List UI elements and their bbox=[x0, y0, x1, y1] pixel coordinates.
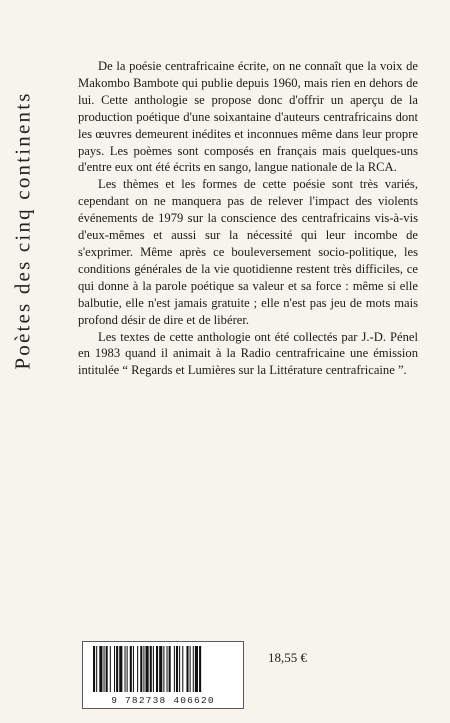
barcode-bar bbox=[174, 646, 175, 692]
barcode-bar bbox=[130, 646, 132, 692]
barcode-bar bbox=[190, 646, 191, 692]
paragraph-1: De la poésie centrafricaine écrite, on ne connaît que la voix de Makombo Bambote qui publie depuis 1960, mais rien en dehors de lui. Cette anthologie se propose donc d'offrir un aperçu de la production poétique d'une soixantaine d'auteurs centrafricains dont les œuvres demeurent inédites et inconnues même dans leur propre pays. Les poèmes sont composés en français mais quelques-uns d'entre eux ont été écrits en sango, langue nationale de la RCA. bbox=[78, 59, 418, 175]
barcode-bar bbox=[159, 646, 162, 692]
barcode-bar bbox=[140, 646, 142, 692]
barcode-bar bbox=[127, 646, 128, 692]
barcode-bar bbox=[99, 646, 102, 692]
barcode-bar bbox=[153, 646, 154, 692]
barcode-bar bbox=[156, 646, 158, 692]
barcode-bar bbox=[110, 646, 111, 692]
barcode-bar bbox=[133, 646, 134, 692]
isbn-number: 9 782738 406620 bbox=[111, 695, 215, 706]
barcode-bar bbox=[182, 646, 183, 692]
barcode-bar bbox=[146, 646, 149, 692]
barcode-bar bbox=[143, 646, 144, 692]
series-title: Poètes des cinq continents bbox=[10, 90, 35, 370]
barcode-bar bbox=[167, 646, 168, 692]
barcode-bar bbox=[195, 646, 198, 692]
barcode-bar bbox=[176, 646, 178, 692]
barcode-bar bbox=[150, 646, 152, 692]
barcode-bar bbox=[106, 646, 108, 692]
barcode-bar bbox=[104, 646, 105, 692]
barcode-bar bbox=[93, 646, 95, 692]
barcode-bar bbox=[116, 646, 118, 692]
barcode-bars bbox=[91, 646, 235, 692]
paragraph-2: Les thèmes et les formes de cette poésie sont très variés, cependant on ne manquera pas de relever l'impact des violents événements de 1979 sur la conscience des centrafricains vis-à-vis d'eux-mêmes et aussi sur la nécessité qui leur incombe de s'exprimer. Même après ce bouleversement socio-politique, les conditions générales de la vie quotidienne restent très difficiles, ce qui donne à la parole poétique sa valeur et sa force : même si elle balbutie, elle n'est jamais gratuite ; elle n'est pas jeu de mots mais profond désir de dire et de libérer. bbox=[78, 177, 418, 327]
barcode-bar bbox=[179, 646, 180, 692]
barcode-bar bbox=[137, 646, 138, 692]
barcode-bar bbox=[193, 646, 194, 692]
barcode-bar bbox=[169, 646, 171, 692]
barcode-bar bbox=[125, 646, 126, 692]
back-cover-text bbox=[78, 58, 418, 379]
barcode-bar bbox=[163, 646, 164, 692]
barcode-bar bbox=[119, 646, 122, 692]
barcode-bar bbox=[96, 646, 97, 692]
barcode bbox=[82, 641, 244, 709]
barcode-bar bbox=[199, 646, 201, 692]
price: 18,55 € bbox=[268, 650, 307, 665]
series-title-vertical bbox=[6, 20, 40, 440]
paragraph-3: Les textes de cette anthologie ont été collectés par J.-D. Pénel en 1983 quand il animait à la Radio centrafricaine une émission intitulée “ Regards et Lumières sur la Littérature centrafricaine ”. bbox=[78, 329, 418, 378]
barcode-bar bbox=[114, 646, 115, 692]
barcode-bar bbox=[186, 646, 188, 692]
